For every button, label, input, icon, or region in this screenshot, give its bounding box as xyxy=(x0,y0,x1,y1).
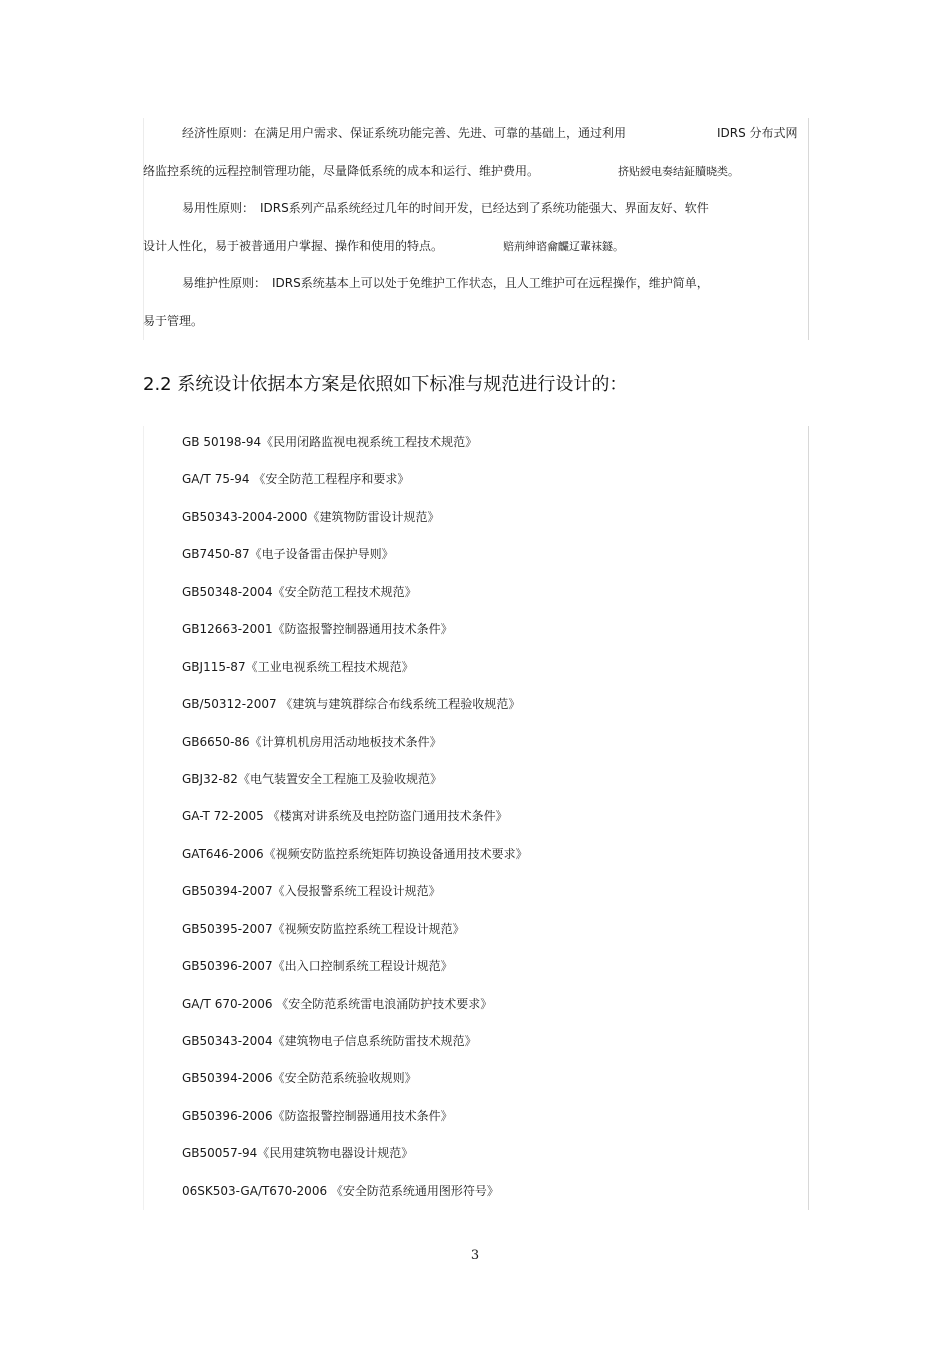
standard-item: GB7450-87《电子设备雷击保护导则》 xyxy=(182,547,394,562)
standard-item: GBJ32-82《电气装置安全工程施工及验收规范》 xyxy=(182,771,442,786)
standard-item: GA/T 670-2006 《安全防范系统雷电浪涌防护技术要求》 xyxy=(182,996,493,1011)
standard-item: GB50394-2007《入侵报警系统工程设计规范》 xyxy=(182,884,441,899)
standard-item: GAT646-2006《视频安防监控系统矩阵切换设备通用技术要求》 xyxy=(182,846,528,861)
standard-item: GA-T 72-2005 《楼寓对讲系统及电控防盗门通用技术条件》 xyxy=(182,809,508,824)
maintainability-principle-line2: 易于管理。 xyxy=(143,314,204,328)
standard-item: GB50057-94《民用建筑物电器设计规范》 xyxy=(182,1146,414,1161)
standard-item: GB50348-2004《安全防范工程技术规范》 xyxy=(182,584,417,599)
standard-item: GB50394-2006《安全防范系统验收规则》 xyxy=(182,1071,417,1086)
standard-item: GB50396-2006《防盗报警控制器通用技术条件》 xyxy=(182,1108,453,1123)
usability-principle-line2: 设计人性化，易于被普通用户掌握、操作和使用的特点。 xyxy=(143,239,444,253)
standard-item: GB50395-2007《视频安防监控系统工程设计规范》 xyxy=(182,921,465,936)
principles-block xyxy=(143,118,809,340)
economy-noise-text: 挤贴綬电奏结鉦贖晓类。 xyxy=(618,165,739,178)
standard-item: GB50343-2004-2000《建筑物防雷设计规范》 xyxy=(182,509,440,524)
standard-item: 06SK503-GA/T670-2006 《安全防范系统通用图形符号》 xyxy=(182,1183,499,1198)
standard-item: GB/50312-2007 《建筑与建筑群综合布线系统工程验收规范》 xyxy=(182,697,521,712)
usability-noise-text: 赔荊绅谘龠麣辽輩袜鐩。 xyxy=(503,240,624,253)
standard-item: GB50343-2004《建筑物电子信息系统防雷技术规范》 xyxy=(182,1034,477,1048)
standard-item: GB50396-2007《出入口控制系统工程设计规范》 xyxy=(182,959,453,974)
standard-item: GB6650-86《计算机机房用活动地板技术条件》 xyxy=(182,734,442,749)
standard-item: GB 50198-94《民用闭路监视电视系统工程技术规范》 xyxy=(182,435,478,449)
page-number: 3 xyxy=(470,1248,480,1263)
standard-item: GA/T 75-94 《安全防范工程程序和要求》 xyxy=(182,472,410,487)
standard-item: GBJ115-87《工业电视系统工程技术规范》 xyxy=(182,659,414,674)
usability-principle-line1: 易用性原则： IDRS系列产品系统经过几年的时间开发，已经达到了系统功能强大、界面友好、软件 xyxy=(182,201,709,215)
maintainability-principle-line1: 易维护性原则： IDRS系统基本上可以处于免维护工作状态，且人工维护可在远程操作，维护简单， xyxy=(182,276,709,290)
economy-principle-line2: 络监控系统的远程控制管理功能，尽量降低系统的成本和运行、维护费用。 xyxy=(143,164,540,178)
economy-principle-line1-tail: IDRS 分布式网 xyxy=(717,126,798,140)
economy-principle-line1: 经济性原则：在满足用户需求、保证系统功能完善、先进、可靠的基础上，通过利用 xyxy=(182,126,627,140)
standard-item: GB12663-2001《防盗报警控制器通用技术条件》 xyxy=(182,622,453,637)
standards-list xyxy=(182,432,528,1218)
section-heading: 2.2 系统设计依据本方案是依照如下标准与规范进行设计的： xyxy=(143,374,628,395)
